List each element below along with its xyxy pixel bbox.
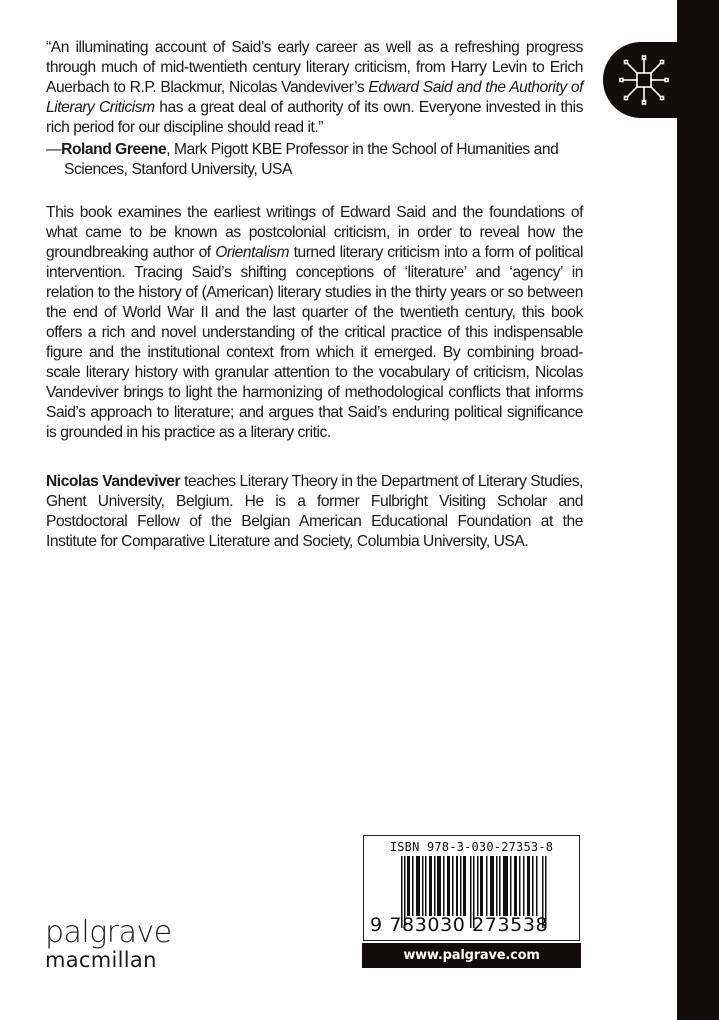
author-bio [46,472,583,552]
quote-text: “An illuminating account of Said’s early career as well as a refreshing progress through much of mid-twentieth century literary criticism, from Harry Levin to Erich Auerbach to R.P. Blackmur, Nicolas Vandeviver’s [46,39,583,96]
circuit-star-icon [611,48,677,112]
orientalism-title: Orientalism [215,244,290,261]
description-text: This book examines the earliest writings of Edward Said and the foundations of what came to be known as postcolonial criticism, in order to reveal how the groundbreaking author of [46,204,583,261]
bio-text: teaches Literary Theory in the Department of Literary Studies, Ghent University, Belgium. He is a former Fulbright Visiting Scholar and Postdoctoral Fellow of the Belgian American Educational Foundation at the Institute for Comparative Literature and Society, Columbia University, USA. [46,473,583,550]
quote-text-end: has a great deal of authority of its own. Everyone invested in this rich period for our discipline should read it.” [46,99,583,136]
logo-macmillan: macmillan [45,948,157,972]
ean-digits: 9 783030 273538 [370,914,549,936]
publisher-logo [45,917,172,971]
endorsement-quote [46,38,583,138]
logo-palgrave: palgrave [45,915,172,950]
author-name: Nicolas Vandeviver [46,473,181,490]
em-dash: — [46,141,62,158]
book-description [46,203,583,443]
endorsement-attribution [46,140,583,180]
series-tab [603,42,693,118]
spine-strip [677,0,719,1020]
endorser-affiliation: Sciences, Stanford University, USA [64,161,292,178]
description-text-end: turned literary criticism into a form of political intervention. Tracing Said’s shifting conceptions of ‘literature’ and ‘agency’ in relation to the history of (American) literary studies in the thirty years or so between the end of World War II and the last quarter of the twentieth century, this book offers a rich and novel understanding of the critical practice of this indispensable figure and the institutional context from which it emerged. By combining broad-scale literary history with granular attention to the vocabulary of criticism, Nicolas Vandeviver brings to light the harmonizing of methodological conflicts that informs Said’s approach to literature; and argues that Said’s enduring political significance is grounded in his practice as a literary critic. [46,244,584,441]
isbn-barcode [363,835,580,941]
book-title: Edward Said and the Authority of Literary Criticism [46,79,583,116]
endorser-name: Roland Greene [61,141,167,158]
publisher-url: www.palgrave.com [362,943,581,968]
endorser-role: , Mark Pigott KBE Professor in the School of Humanities and [166,141,559,158]
isbn-label: ISBN 978-3-030-27353-8 [389,840,554,854]
